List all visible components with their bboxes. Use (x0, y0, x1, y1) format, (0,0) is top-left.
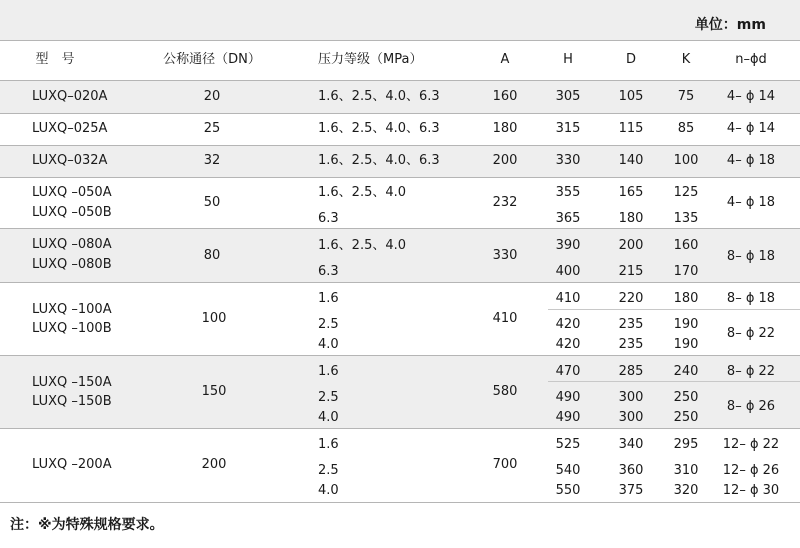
cell-model: LUXQ –050A (32, 185, 112, 200)
cell-model: LUXQ–025A (32, 121, 108, 136)
cell-d: 375 (618, 483, 644, 498)
cell-h: 525 (555, 437, 581, 452)
cell-k: 85 (677, 121, 695, 136)
header-d: D (625, 52, 637, 67)
sub-rule (548, 381, 800, 382)
cell-model-alt: LUXQ –080B (32, 257, 112, 272)
cell-h: 420 (555, 317, 581, 332)
rule (0, 355, 800, 356)
rule (0, 228, 800, 229)
cell-dn: 150 (201, 384, 227, 399)
cell-d: 235 (618, 317, 644, 332)
cell-a: 410 (492, 311, 518, 326)
cell-a: 700 (492, 457, 518, 472)
cell-holes: 4– ϕ 14 (726, 121, 776, 136)
cell-pressure: 1.6 (318, 437, 339, 452)
header-dn: 公称通径（DN） (163, 52, 261, 67)
cell-holes: 8– ϕ 22 (726, 364, 776, 379)
cell-a: 160 (492, 89, 518, 104)
rule (0, 145, 800, 146)
cell-k: 135 (673, 211, 699, 226)
cell-dn: 32 (203, 153, 221, 168)
cell-h: 490 (555, 390, 581, 405)
header-a: A (500, 52, 510, 67)
rule (0, 502, 800, 503)
cell-dn: 25 (203, 121, 221, 136)
cell-holes: 12– ϕ 26 (722, 463, 780, 478)
cell-d: 140 (618, 153, 644, 168)
cell-pressure: 1.6、2.5、4.0、6.3 (318, 89, 440, 104)
cell-d: 165 (618, 185, 644, 200)
unit-label: 单位：mm (694, 17, 766, 33)
cell-pressure: 2.5 (318, 463, 339, 478)
cell-h: 355 (555, 185, 581, 200)
unit-band (0, 0, 800, 40)
rule (0, 80, 800, 81)
cell-d: 360 (618, 463, 644, 478)
cell-pressure: 1.6、2.5、4.0、6.3 (318, 121, 440, 136)
rule (0, 428, 800, 429)
cell-d: 200 (618, 238, 644, 253)
cell-k: 160 (673, 238, 699, 253)
cell-pressure: 6.3 (318, 211, 339, 226)
cell-holes: 8– ϕ 26 (726, 399, 776, 414)
cell-h: 305 (555, 89, 581, 104)
table-header (0, 40, 800, 80)
cell-h: 550 (555, 483, 581, 498)
cell-holes: 8– ϕ 18 (726, 291, 776, 306)
cell-k: 100 (673, 153, 699, 168)
cell-k: 190 (673, 317, 699, 332)
cell-pressure: 2.5 (318, 317, 339, 332)
rule (0, 113, 800, 114)
cell-k: 295 (673, 437, 699, 452)
cell-holes: 8– ϕ 18 (726, 249, 776, 264)
cell-pressure: 6.3 (318, 264, 339, 279)
cell-h: 315 (555, 121, 581, 136)
cell-h: 365 (555, 211, 581, 226)
cell-model: LUXQ–032A (32, 153, 108, 168)
cell-pressure: 1.6、2.5、4.0 (318, 185, 407, 200)
cell-k: 190 (673, 337, 699, 352)
cell-d: 220 (618, 291, 644, 306)
sub-rule (548, 309, 800, 310)
cell-h: 330 (555, 153, 581, 168)
cell-h: 420 (555, 337, 581, 352)
cell-dn: 100 (201, 311, 227, 326)
cell-pressure: 1.6、2.5、4.0、6.3 (318, 153, 440, 168)
cell-d: 215 (618, 264, 644, 279)
cell-model-alt: LUXQ –150B (32, 394, 112, 409)
cell-pressure: 4.0 (318, 483, 339, 498)
cell-holes: 4– ϕ 18 (726, 195, 776, 210)
cell-model: LUXQ –150A (32, 375, 112, 390)
cell-h: 490 (555, 410, 581, 425)
rule (0, 177, 800, 178)
cell-h: 410 (555, 291, 581, 306)
cell-a: 580 (492, 384, 518, 399)
footnote: 注：※为特殊规格要求。 (10, 517, 164, 533)
cell-dn: 80 (203, 248, 221, 263)
cell-model: LUXQ–020A (32, 89, 108, 104)
cell-holes: 12– ϕ 30 (722, 483, 780, 498)
header-holes: n–ϕd (735, 52, 767, 67)
cell-pressure: 1.6 (318, 364, 339, 379)
cell-k: 75 (677, 89, 695, 104)
cell-h: 400 (555, 264, 581, 279)
cell-k: 320 (673, 483, 699, 498)
cell-k: 250 (673, 390, 699, 405)
cell-a: 330 (492, 248, 518, 263)
cell-k: 170 (673, 264, 699, 279)
cell-d: 285 (618, 364, 644, 379)
cell-pressure: 1.6 (318, 291, 339, 306)
cell-d: 115 (618, 121, 644, 136)
cell-dn: 200 (201, 457, 227, 472)
cell-h: 470 (555, 364, 581, 379)
cell-pressure: 2.5 (318, 390, 339, 405)
cell-holes: 8– ϕ 22 (726, 326, 776, 341)
cell-k: 250 (673, 410, 699, 425)
cell-model-alt: LUXQ –050B (32, 205, 112, 220)
cell-k: 310 (673, 463, 699, 478)
cell-h: 540 (555, 463, 581, 478)
cell-pressure: 1.6、2.5、4.0 (318, 238, 407, 253)
cell-holes: 4– ϕ 18 (726, 153, 776, 168)
cell-pressure: 4.0 (318, 337, 339, 352)
cell-dn: 50 (203, 195, 221, 210)
cell-k: 125 (673, 185, 699, 200)
cell-model: LUXQ –100A (32, 302, 112, 317)
rule (0, 40, 800, 41)
rule (0, 282, 800, 283)
cell-pressure: 4.0 (318, 410, 339, 425)
header-model: 型 号 (35, 52, 75, 67)
header-k: K (681, 52, 691, 67)
cell-d: 180 (618, 211, 644, 226)
cell-h: 390 (555, 238, 581, 253)
cell-holes: 4– ϕ 14 (726, 89, 776, 104)
cell-holes: 12– ϕ 22 (722, 437, 780, 452)
cell-dn: 20 (203, 89, 221, 104)
cell-k: 180 (673, 291, 699, 306)
cell-d: 300 (618, 390, 644, 405)
cell-d: 300 (618, 410, 644, 425)
cell-model: LUXQ –200A (32, 457, 112, 472)
cell-d: 235 (618, 337, 644, 352)
cell-a: 200 (492, 153, 518, 168)
header-pressure: 压力等级（MPa） (318, 52, 423, 67)
header-h: H (563, 52, 573, 67)
cell-a: 232 (492, 195, 518, 210)
cell-d: 340 (618, 437, 644, 452)
cell-d: 105 (618, 89, 644, 104)
cell-model-alt: LUXQ –100B (32, 321, 112, 336)
cell-a: 180 (492, 121, 518, 136)
cell-model: LUXQ –080A (32, 237, 112, 252)
cell-k: 240 (673, 364, 699, 379)
